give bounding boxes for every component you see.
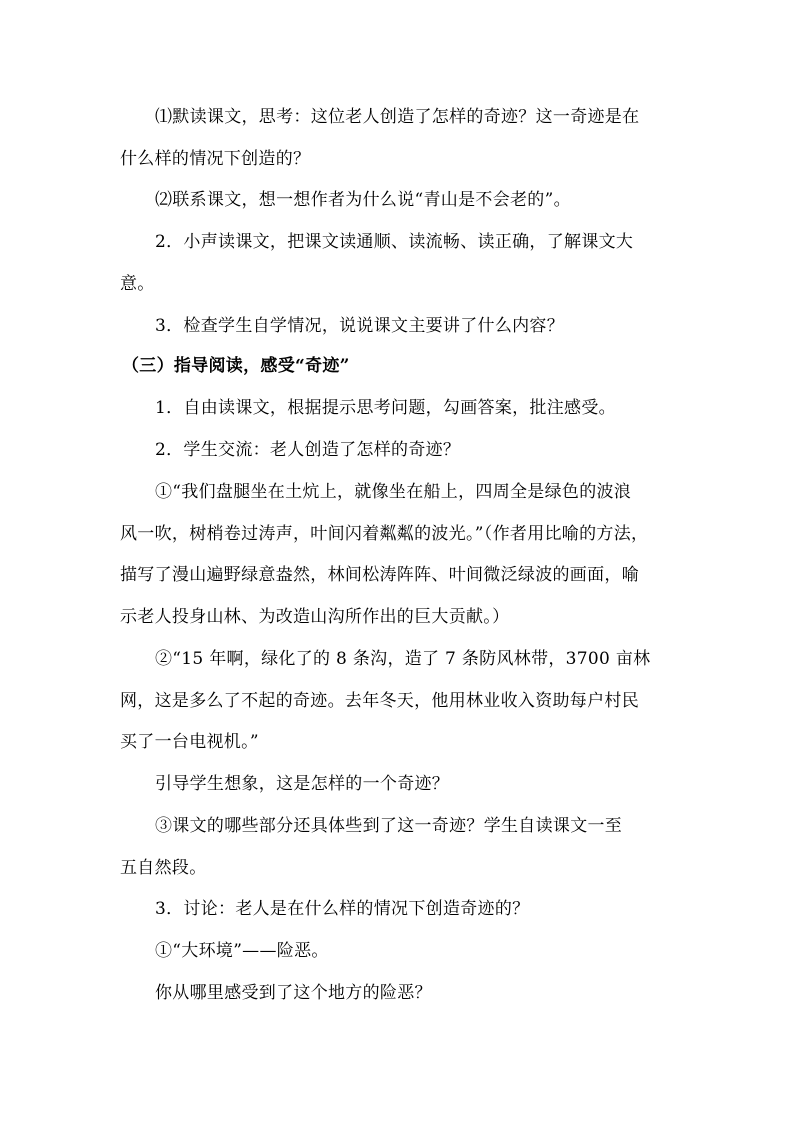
paragraph-line: ①“大环境”——险恶。 (155, 941, 329, 961)
paragraph-line: 引导学生想象，这是怎样的一个奇迹？ (155, 774, 450, 794)
paragraph-line: ①“我们盘腿坐在土炕上，就像坐在船上，四周全是绿色的波浪 (155, 482, 632, 502)
paragraph-line: 网，这是多么了不起的奇迹。去年冬天，他用林业收入资助每户村民 (120, 691, 639, 711)
paragraph-line: 风一吹，树梢卷过涛声，叶间闪着粼粼的波光。”（作者用比喻的方法， (120, 524, 649, 544)
paragraph-line: 你从哪里感受到了这个地方的险恶？ (155, 983, 432, 1003)
paragraph-line: 什么样的情况下创造的？ (120, 149, 311, 169)
paragraph-line: ③课文的哪些部分还具体些到了这一奇迹？学生自读课文一至 (155, 816, 623, 836)
section-heading: （三）指导阅读，感受“奇迹” (122, 356, 350, 376)
paragraph-line: ⑵联系课文，想一想作者为什么说“青山是不会老的”。 (155, 190, 571, 210)
paragraph-line: ⑴默读课文，思考：这位老人创造了怎样的奇迹？这一奇迹是在 (155, 107, 640, 127)
paragraph-line: 1．自由读课文，根据提示思考问题，勾画答案，批注感受。 (155, 398, 616, 418)
paragraph-line: 五自然段。 (120, 858, 207, 878)
paragraph-line: ②“15 年啊，绿化了的 8 条沟，造了 7 条防风林带，3700 亩林 (155, 649, 651, 669)
paragraph-line: 描写了漫山遍野绿意盎然，林间松涛阵阵、叶间微泛绿波的画面，喻 (120, 565, 639, 585)
paragraph-line: 2．学生交流：老人创造了怎样的奇迹？ (155, 440, 461, 460)
paragraph-line: 买了一台电视机。” (120, 732, 259, 752)
paragraph-line: 示老人投身山林、为改造山沟所作出的巨大贡献。） (120, 607, 510, 627)
paragraph-line: 3．检查学生自学情况，说说课文主要讲了什么内容？ (155, 316, 565, 336)
paragraph-line: 3．讨论：老人是在什么样的情况下创造奇迹的？ (155, 899, 530, 919)
paragraph-line: 2．小声读课文，把课文读通顺、读流畅、读正确，了解课文大 (155, 232, 634, 252)
paragraph-line: 意。 (120, 274, 155, 294)
